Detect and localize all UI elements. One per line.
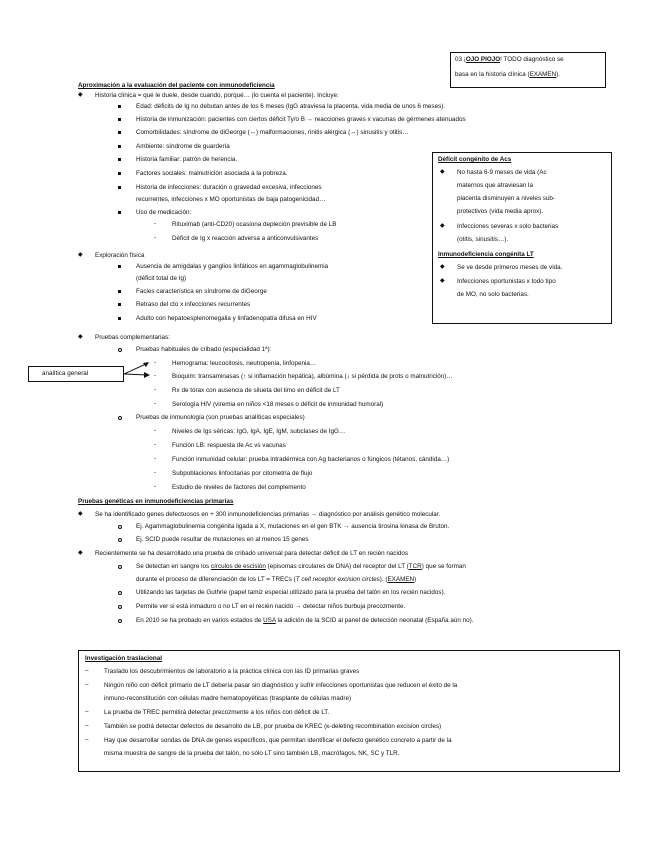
item-medicacion: Uso de medicación: xyxy=(136,209,192,216)
inv-item-4: También se podrá detectar defectos de desarrollo de LB, por prueba de KREC (κ-deleting recombination excision circles) xyxy=(104,723,442,730)
item-comorbilidades: Comorbilidades: síndrome de diGeorge (↔) malformaciones, rinitis alérgica (↔) sinusitis y otitis… xyxy=(136,129,409,136)
side-item-4: Infecciones oportunistas x todo tipo xyxy=(457,278,556,285)
item-infecciones-2: recurrentes, infecciones x MO oportunistas de baja patogenicidad… xyxy=(136,196,326,203)
dash-bullet: - xyxy=(154,386,157,393)
circle-bullet xyxy=(118,525,122,529)
circle-bullet xyxy=(118,538,122,542)
diamond-bullet: ◆ xyxy=(440,278,445,284)
item-sociales: Factores sociales: malnutrición asociada a la pobreza. xyxy=(136,170,288,177)
square-bullet xyxy=(118,105,121,108)
side-item-1: No hasta 6-9 meses de vida (Ac xyxy=(457,169,547,176)
exp-ausencia-2: (déficit total de Ig) xyxy=(136,275,187,282)
cribado-serologia: Serología HIV (viremia en niños <18 meses o déficit de inmunidad humoral) xyxy=(172,401,384,408)
cribado-rx: Rx de tórax con ausencia de silueta del timo en déficit de LT xyxy=(172,387,340,394)
inv-item-2: Ningún niño con déficit primario de LT debería pasar sin diagnóstico y sufrir infecciones oportunistas que reducen el éxito de la xyxy=(104,682,458,689)
exploracion-fisica: Exploración física xyxy=(95,252,145,259)
square-bullet xyxy=(118,211,121,214)
square-bullet xyxy=(118,265,121,268)
dash-bullet: – xyxy=(85,681,89,688)
diamond-bullet: ◆ xyxy=(440,264,445,270)
dash-bullet: - xyxy=(154,234,157,241)
diamond-bullet: ◆ xyxy=(78,511,83,517)
exp-adulto: Adulto con hepatoesplenomegalia y linfadenopatía difusa en HIV xyxy=(136,315,317,322)
square-bullet xyxy=(118,186,121,189)
section-heading-geneticas: Pruebas genéticas en inmunodeficiencias primarias xyxy=(78,498,234,505)
geneticas-guthrie: Utilizando las tarjetas de Guthrie (papel tamiz especial utilizado para la prueba del talón en los recién nacidos). xyxy=(136,589,446,596)
geneticas-trec-1: Se detectan en sangre los círculos de escisión (episomas circulares de DNA) del receptor del LT (TCR) que se forman xyxy=(136,563,466,570)
inmuno-subpoblaciones: Subpoblaciones linfocitarias por citometría de flujo xyxy=(172,470,313,477)
geneticas-line1: Se ha identificado genes defectuosos en + 300 inmunodeficiencias primarias → diagnóstico por análisis genético molecular. xyxy=(95,511,441,518)
square-bullet xyxy=(118,290,121,293)
diamond-bullet: ◆ xyxy=(78,550,83,556)
circle-bullet xyxy=(118,416,122,420)
cribado-bioquim: Bioquim: transaminasas (↑ si inflamación hepática), albúmina (↓ si pérdida de prots o malnutrición)… xyxy=(172,373,453,380)
analitica-general-label: analítica general xyxy=(42,370,89,377)
dash-bullet: – xyxy=(85,708,89,715)
square-bullet xyxy=(118,145,121,148)
circle-bullet xyxy=(118,591,122,595)
side-item-1c: placenta disminuyen a niveles sub- xyxy=(457,195,556,202)
diamond-bullet: ◆ xyxy=(78,252,83,258)
dash-bullet: - xyxy=(154,372,157,379)
side-item-2: Infecciones severas x solo bacterias xyxy=(457,223,559,230)
side-item-1d: protectivos (vida media aprox). xyxy=(457,208,544,215)
side-item-1b: maternos que atraviesan la xyxy=(457,182,533,189)
geneticas-line2: Recientemente se ha desarrollado una prueba de cribado universal para detectar déficit de LT en recién nacidos xyxy=(95,550,409,557)
pruebas-complementarias: Pruebas complementarias: xyxy=(95,334,170,341)
dash-bullet: - xyxy=(154,469,157,476)
dash-bullet: – xyxy=(85,667,89,674)
geneticas-2010: En 2010 se ha probado en varios estados de USA la adición de la SCID al panel de detección neonatal (España aún no). xyxy=(136,617,474,624)
side-item-2b: (otitis, sinusitis…). xyxy=(457,236,509,243)
square-bullet xyxy=(118,303,121,306)
item-inmunizacion: Historia de inmunización: pacientes con ciertos déficit Ty/o B → reacciones graves x vacunas de gérmenes atenuados xyxy=(136,116,466,123)
inmuno-funcion-celular: Función inmunidad celular: prueba intradérmica con Ag bacterianos o fúngicos (tétanos, cándida…) xyxy=(172,456,450,463)
inv-item-2b: inmuno-reconstitución con células madre hematopoyéticas (trasplante de células madre) xyxy=(104,695,352,702)
exp-facies: Facies característica en síndrome de diGeorge xyxy=(136,288,267,295)
dash-bullet: - xyxy=(154,455,157,462)
side-box-title2: Inmunodeficiencia congénita LT xyxy=(438,251,534,258)
geneticas-ej2: Ej. SCID puede resultar de mutaciones en al menos 15 genes xyxy=(136,536,309,543)
inv-item-3: La prueba de TREC permitirá detectar precozmente a los niños con déficit de LT. xyxy=(104,709,330,716)
inmuno-funcion-lb: Función LB: respuesta de Ac vs vacunas xyxy=(172,442,286,449)
item-ambiente: Ambiente: síndrome de guardería xyxy=(136,143,230,150)
dash-bullet: - xyxy=(154,400,157,407)
diamond-bullet: ◆ xyxy=(440,169,445,175)
section-heading-aproximacion: Aproximación a la evaluación del paciente con inmunodeficiencia xyxy=(78,82,275,89)
arrows-graphic xyxy=(124,358,152,388)
cribado-hemograma: Hemograma: leucocitosis, neutropenia, linfopenia… xyxy=(172,360,317,367)
geneticas-permite: Permite ver si está inmaduro o no LT en el recién nacido → detectar niños burbuja precozmente. xyxy=(136,603,406,610)
note-box-line2: basa en la historia clínica (EXAMEN). xyxy=(455,71,561,78)
inv-item-1: Traslado los descubrimientos de laboratorio a la práctica clínica con las ID primarias graves xyxy=(104,668,360,675)
med-deficit: Déficit de Ig x reacción adversa a anticonvulsivantes xyxy=(172,235,319,242)
geneticas-ej1: Ej. Agammaglobulinemia congénita ligada a X, mutaciones en el gen BTK → ausencia tirosina kinasa de Bruton. xyxy=(136,523,450,530)
inmuno-niveles: Niveles de Igs séricas: IgG, IgA, IgE, IgM, subclases de IgG… xyxy=(172,428,346,435)
inv-item-5b: misma muestra de sangre de la prueba del talón, no sólo LT sino también LB, macrófagos, NK, SC y TLR. xyxy=(104,750,400,757)
item-edad: Edad: déficits de Ig no debutan antes de los 6 meses (IgG atraviesa la placenta, vida media de unos 6 meses). xyxy=(136,103,446,110)
side-box-title: Déficit congénito de Acs xyxy=(438,156,512,163)
dash-bullet: - xyxy=(154,220,157,227)
section-heading-investigacion: Investigación traslacional xyxy=(85,655,162,662)
item-infecciones-1: Historia de infecciones: duración o gravedad excesiva, infecciones xyxy=(136,184,322,191)
dash-bullet: – xyxy=(85,722,89,729)
square-bullet xyxy=(118,131,121,134)
inv-item-5: Hay que desarrollar sondas de DNA de genes específicos, que permitan identificar el defecto genético concreto a partir de la xyxy=(104,737,452,744)
note-box-line1: 03 ¡OJO PIOJO! TODO diagnóstico se xyxy=(455,56,564,63)
square-bullet xyxy=(118,118,121,121)
dash-bullet: - xyxy=(154,483,157,490)
square-bullet xyxy=(118,317,121,320)
square-bullet xyxy=(118,172,121,175)
geneticas-trec-2: durante el proceso de diferenciación de los LT = TRECs (T cell receptor excision circles). (EXAMEN) xyxy=(136,576,417,583)
circle-bullet xyxy=(118,565,122,569)
pruebas-inmunologia: Pruebas de inmunología (son pruebas analíticas especiales) xyxy=(136,414,305,421)
inmuno-complemento: Estudio de niveles de factores del complemento xyxy=(172,484,306,491)
circle-bullet xyxy=(118,605,122,609)
diamond-bullet: ◆ xyxy=(78,334,83,340)
diamond-bullet: ◆ xyxy=(440,223,445,229)
side-item-3: Se ve desde primeros meses de vida. xyxy=(457,264,563,271)
exp-retraso: Retraso del cto x infecciones recurrentes xyxy=(136,301,251,308)
exp-ausencia-1: Ausencia de amígdalas y ganglios linfáticos en agammaglobulinemia xyxy=(136,263,329,270)
historia-clinica: Historia clínica = qué le duele, desde cuando, porqué… (lo cuenta el paciente). Incluye: xyxy=(95,92,339,99)
item-familiar: Historia familiar: patrón de herencia. xyxy=(136,156,238,163)
dash-bullet: - xyxy=(154,441,157,448)
dash-bullet: - xyxy=(154,427,157,434)
diamond-bullet: ◆ xyxy=(78,92,83,98)
dash-bullet: - xyxy=(154,359,157,366)
pruebas-cribado: Pruebas habituales de cribado (especialidad 1ª): xyxy=(136,346,272,353)
circle-bullet xyxy=(118,348,122,352)
circle-bullet xyxy=(118,619,122,623)
square-bullet xyxy=(118,158,121,161)
med-rituximab: Rituximab (anti-CD20) ocasiona depleción previsible de LB xyxy=(172,221,337,228)
dash-bullet: – xyxy=(85,736,89,743)
side-item-4b: de MO, no solo bacterias. xyxy=(457,291,529,298)
